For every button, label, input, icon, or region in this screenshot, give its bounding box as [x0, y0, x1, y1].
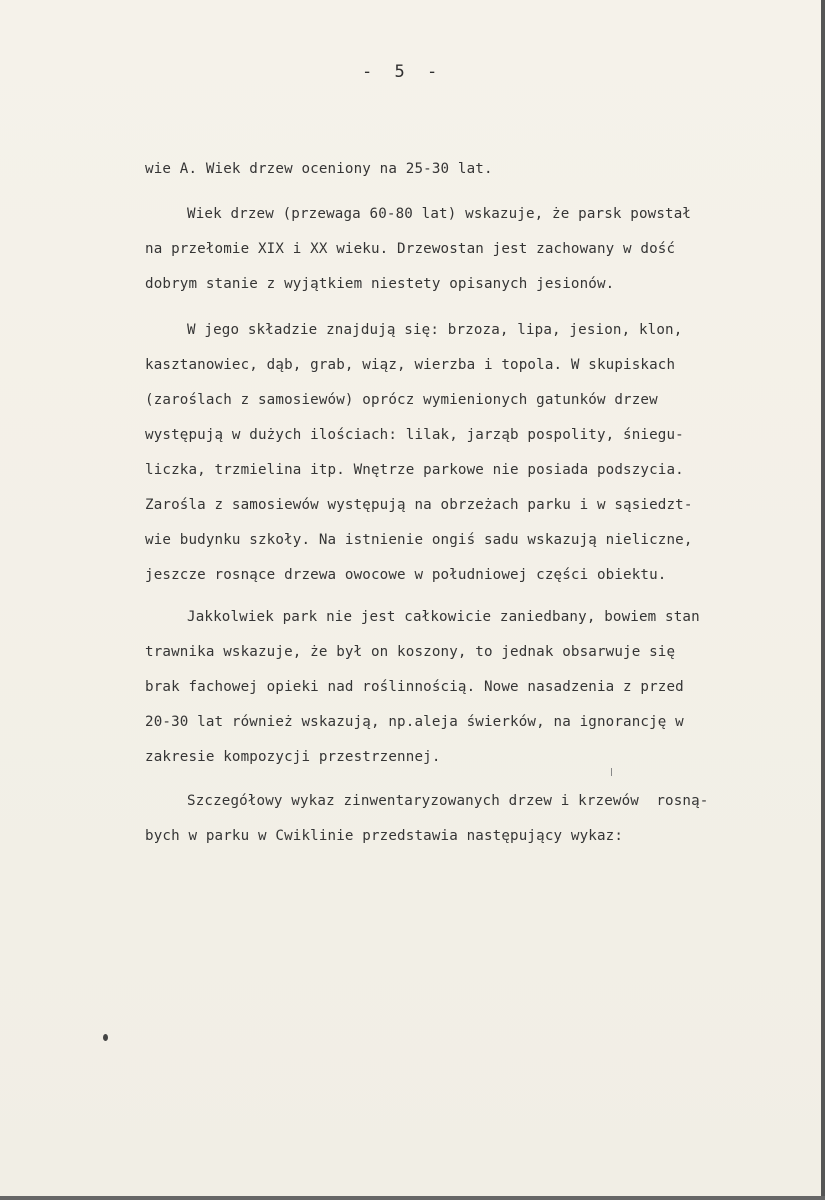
text-line: występują w dużych ilościach: lilak, jarząb pospolity, śniegu-: [145, 427, 684, 443]
page-edge-right: [821, 0, 825, 1200]
text-line: brak fachowej opieki nad roślinnością. Nowe nasadzenia z przed: [145, 679, 684, 695]
paragraph-5: [145, 784, 813, 854]
text-line: W jego składzie znajdują się: brzoza, lipa, jesion, klon,: [187, 322, 683, 338]
paragraph-2: [145, 197, 813, 302]
text-line: liczka, trzmielina itp. Wnętrze parkowe nie posiada podszycia.: [145, 462, 684, 478]
text-line: na przełomie XIX i XX wieku. Drzewostan jest zachowany w dość: [145, 241, 676, 257]
text-line: jeszcze rosnące drzewa owocowe w południowej części obiektu.: [145, 567, 667, 583]
paragraph-3: [145, 313, 813, 593]
paragraph-1: [145, 152, 813, 187]
text-line: bych w parku w Cwiklinie przedstawia następujący wykaz:: [145, 828, 624, 844]
text-line: Zarośla z samosiewów występują na obrzeżach parku i w sąsiedzt-: [145, 497, 693, 513]
text-line: kasztanowiec, dąb, grab, wiąz, wierzba i topola. W skupiskach: [145, 357, 676, 373]
stray-mark: [611, 768, 612, 776]
page-number: - 5 -: [362, 62, 444, 82]
text-line: (zaroślach z samosiewów) oprócz wymienionych gatunków drzew: [145, 392, 658, 408]
ink-speck: [103, 1034, 108, 1041]
text-line: Szczegółowy wykaz zinwentaryzowanych drzew i krzewów rosną-: [187, 793, 709, 809]
page-edge-bottom: [0, 1196, 825, 1200]
text-line: dobrym stanie z wyjątkiem niestety opisanych jesionów.: [145, 276, 615, 292]
text-line: 20-30 lat również wskazują, np.aleja świerków, na ignorancję w: [145, 714, 684, 730]
text-line: trawnika wskazuje, że był on koszony, to jednak obsarwuje się: [145, 644, 676, 660]
text-line: Wiek drzew (przewaga 60-80 lat) wskazuje, że parsk powstał: [187, 206, 692, 222]
text-line: wie A. Wiek drzew oceniony na 25-30 lat.: [145, 161, 493, 177]
text-line: Jakkolwiek park nie jest całkowicie zaniedbany, bowiem stan: [187, 609, 700, 625]
paragraph-4: [145, 600, 813, 775]
text-line: wie budynku szkoły. Na istnienie ongiś sadu wskazują nieliczne,: [145, 532, 693, 548]
text-line: zakresie kompozycji przestrzennej.: [145, 749, 441, 765]
